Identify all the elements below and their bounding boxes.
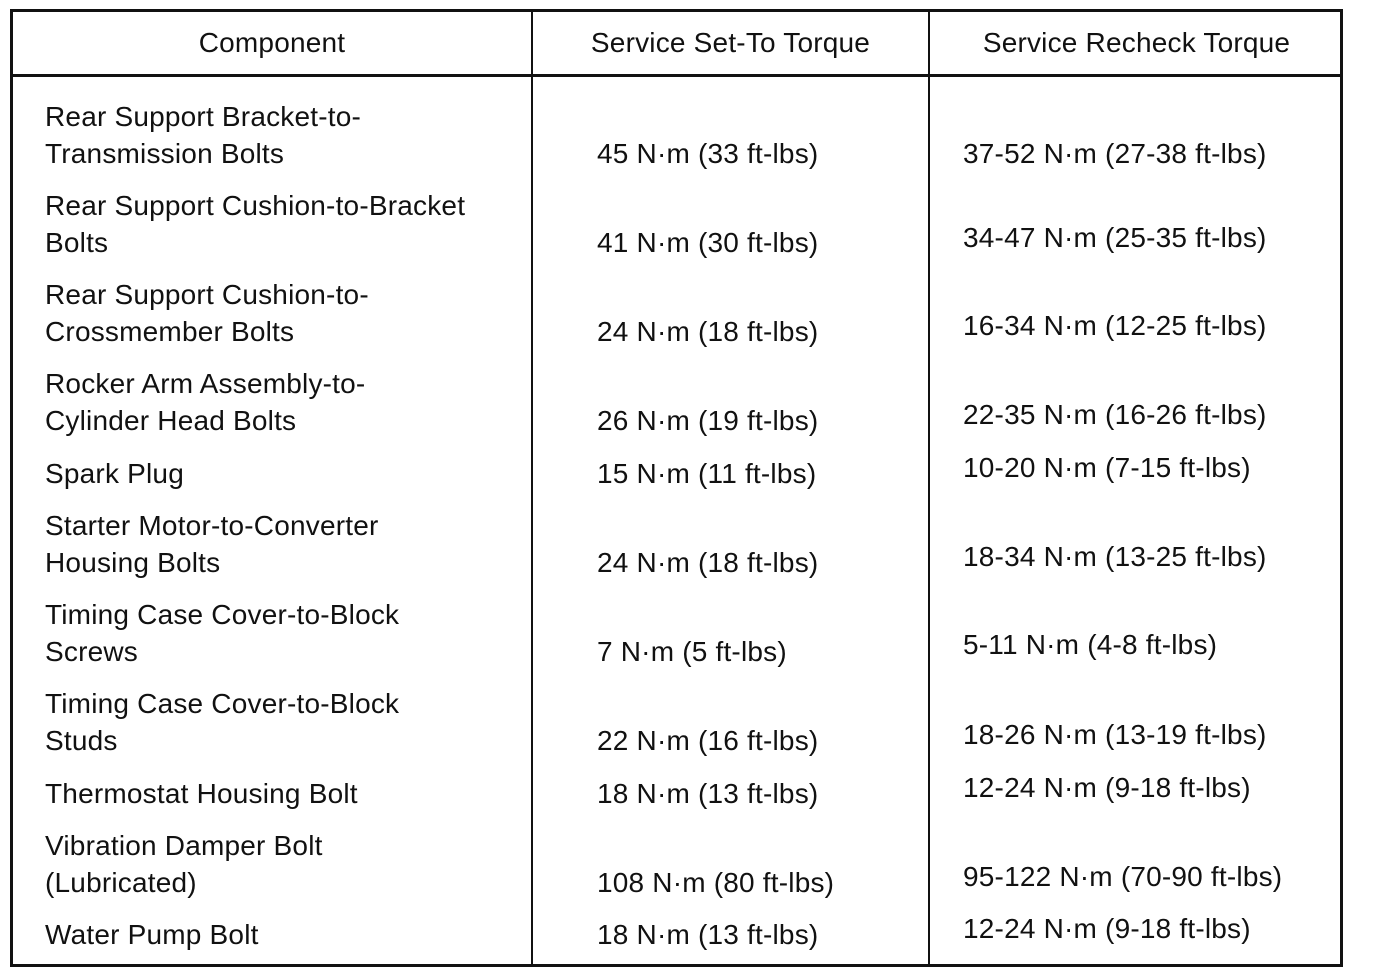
component-line: Timing Case Cover-to-Block (45, 688, 400, 719)
header-recheck-torque: Service Recheck Torque (982, 27, 1291, 58)
set-to-torque-cell: 22 N·m (16 ft-lbs) (597, 725, 819, 756)
table-body (13, 77, 1340, 964)
component-line: Rocker Arm Assembly-to- (45, 368, 366, 399)
component-cell (45, 455, 184, 492)
component-line: Rear Support Cushion-to- (45, 279, 369, 310)
component-line: Timing Case Cover-to-Block (45, 599, 400, 630)
header-set-to-torque: Service Set-To Torque (590, 27, 871, 58)
recheck-torque-cell: 22-35 N·m (16-26 ft-lbs) (963, 399, 1267, 430)
component-cell (45, 916, 259, 953)
component-line: Studs (45, 725, 118, 756)
component-line: Crossmember Bolts (45, 316, 295, 347)
recheck-torque-cell: 10-20 N·m (7-15 ft-lbs) (963, 452, 1251, 483)
component-line: Spark Plug (45, 458, 184, 489)
recheck-torque-cell: 95-122 N·m (70-90 ft-lbs) (963, 861, 1283, 892)
component-line: Rear Support Bracket-to- (45, 101, 362, 132)
recheck-torque-cell: 12-24 N·m (9-18 ft-lbs) (963, 772, 1251, 803)
set-to-torque-cell: 108 N·m (80 ft-lbs) (597, 867, 835, 898)
header-component: Component (198, 27, 346, 58)
component-cell (45, 507, 379, 581)
component-line: Bolts (45, 227, 109, 258)
component-cell (45, 685, 399, 759)
set-to-torque-cell: 41 N·m (30 ft-lbs) (597, 227, 819, 258)
recheck-torque-cell: 16-34 N·m (12-25 ft-lbs) (963, 310, 1267, 341)
component-line: Housing Bolts (45, 547, 221, 578)
recheck-torque-cell: 18-34 N·m (13-25 ft-lbs) (963, 541, 1267, 572)
set-to-torque-cell: 18 N·m (13 ft-lbs) (597, 919, 819, 950)
set-to-torque-cell: 24 N·m (18 ft-lbs) (597, 547, 819, 578)
recheck-torque-cell: 37-52 N·m (27-38 ft-lbs) (963, 138, 1267, 169)
component-line: Water Pump Bolt (45, 919, 259, 950)
set-to-torque-cell: 18 N·m (13 ft-lbs) (597, 778, 819, 809)
set-to-torque-cell: 24 N·m (18 ft-lbs) (597, 316, 819, 347)
component-cell (45, 596, 399, 670)
component-cell (45, 98, 361, 172)
component-line: Vibration Damper Bolt (45, 830, 323, 861)
recheck-torque-cell: 34-47 N·m (25-35 ft-lbs) (963, 222, 1267, 253)
component-line: Starter Motor-to-Converter (45, 510, 379, 541)
torque-spec-table (10, 9, 1343, 967)
component-cell (45, 775, 358, 812)
component-line: Cylinder Head Bolts (45, 405, 297, 436)
recheck-torque-cell: 12-24 N·m (9-18 ft-lbs) (963, 913, 1251, 944)
component-line: (Lubricated) (45, 867, 197, 898)
set-to-torque-cell: 26 N·m (19 ft-lbs) (597, 405, 819, 436)
set-to-torque-cell: 7 N·m (5 ft-lbs) (597, 636, 787, 667)
component-cell (45, 276, 369, 350)
component-line: Thermostat Housing Bolt (45, 778, 358, 809)
recheck-torque-cell: 5-11 N·m (4-8 ft-lbs) (963, 629, 1218, 660)
component-line: Screws (45, 636, 138, 667)
set-to-torque-cell: 15 N·m (11 ft-lbs) (597, 458, 817, 489)
component-cell (45, 187, 465, 261)
component-line: Transmission Bolts (45, 138, 285, 169)
component-line: Rear Support Cushion-to-Bracket (45, 190, 466, 221)
component-cell (45, 365, 365, 439)
set-to-torque-cell: 45 N·m (33 ft-lbs) (597, 138, 819, 169)
recheck-torque-cell: 18-26 N·m (13-19 ft-lbs) (963, 719, 1267, 750)
component-cell (45, 827, 323, 901)
